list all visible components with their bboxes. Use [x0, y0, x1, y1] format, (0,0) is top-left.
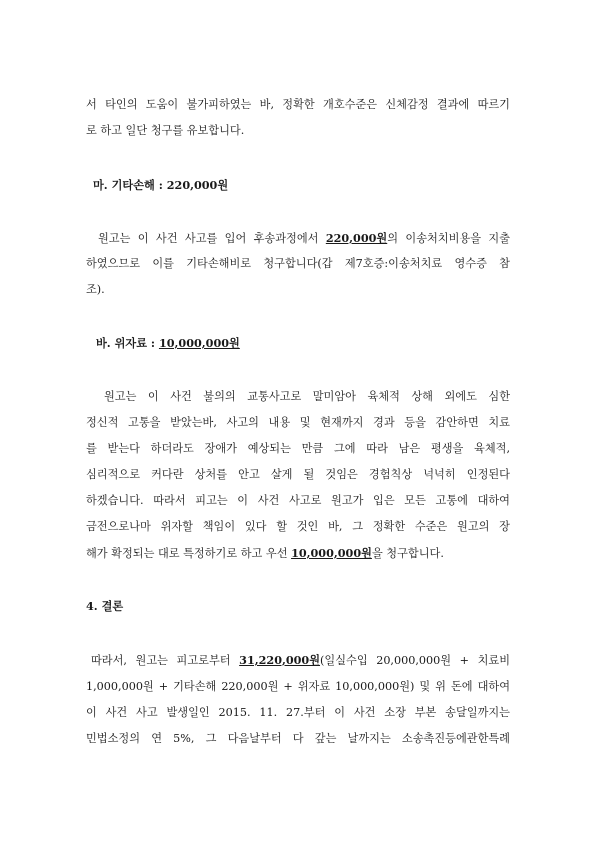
paragraph-line [86, 543, 510, 564]
paragraph-line: 이 사건 사고 발생일인 2015. 11. 27.부터 이 사건 소장 부본 송달일까지는 [86, 706, 510, 719]
amount-highlight: 220,000원 [325, 231, 388, 245]
paragraph-line: 민법소정의 연 5%, 그 다음날부터 다 갚는 날까지는 소송촉진등에관한특례 [86, 732, 510, 745]
paragraph-line: 조). [86, 283, 105, 296]
paragraph-line: 원고는 이 사건 불의의 교통사고로 말미암아 육체적 상해 외에도 심한 [104, 390, 510, 403]
section-heading-consolation [96, 333, 240, 353]
amount-highlight: 10,000,000원 [158, 336, 240, 350]
text-span: 을 청구합니다. [371, 547, 444, 560]
paragraph-line: 를 받는다 하더라도 장애가 예상되는 만큼 그에 따라 남은 평생을 육체적, [86, 442, 510, 455]
text-span: 해가 확정되는 대로 특정하기로 하고 우선 [86, 547, 292, 560]
section-heading-conclusion: 4. 결론 [86, 599, 124, 613]
amount-highlight: 10,000,000원 [291, 546, 372, 560]
paragraph-line: 심리적으로 커다란 상처를 안고 살게 될 것임은 경험칙상 넉넉히 인정된다 [86, 468, 510, 481]
paragraph-line: 서 타인의 도움이 불가피하였는 바, 정확한 개호수준은 신체감정 결과에 따르기 [86, 98, 510, 111]
amount-highlight: 31,220,000원 [239, 653, 321, 667]
paragraph-line [98, 228, 510, 249]
paragraph-line: 하였으므로 이를 기타손해비로 청구합니다(갑 제7호증:이송처치료 영수증 참 [86, 257, 510, 270]
paragraph-line: 금전으로나마 위자할 책임이 있다 할 것인 바, 그 정확한 수준은 원고의 장 [86, 520, 510, 533]
paragraph-line [91, 650, 510, 671]
text-span: 의 이송처치비용을 지출 [387, 232, 511, 245]
text-span: (일실수입 20,000,000원 + 치료비 [320, 654, 510, 667]
heading-label: 바. 위자료 : [96, 336, 159, 350]
paragraph-line: 하겠습니다. 따라서 피고는 이 사건 사고로 원고가 입은 모든 고통에 대하여 [86, 494, 510, 507]
section-heading-other-damages: 마. 기타손해 : 220,000원 [93, 178, 229, 192]
text-span: 따라서, 원고는 피고로부터 [91, 654, 240, 667]
paragraph-line: 1,000,000원 + 기타손해 220,000원 + 위자료 10,000,000원) 및 위 돈에 대하여 [86, 680, 510, 693]
text-span: 원고는 이 사건 사고를 입어 후송과정에서 [98, 232, 326, 245]
paragraph-line: 정신적 고통을 받았는바, 사고의 내용 및 현재까지 경과 등을 감안하면 치료 [86, 416, 510, 429]
paragraph-line: 로 하고 일단 청구를 유보합니다. [86, 124, 245, 137]
